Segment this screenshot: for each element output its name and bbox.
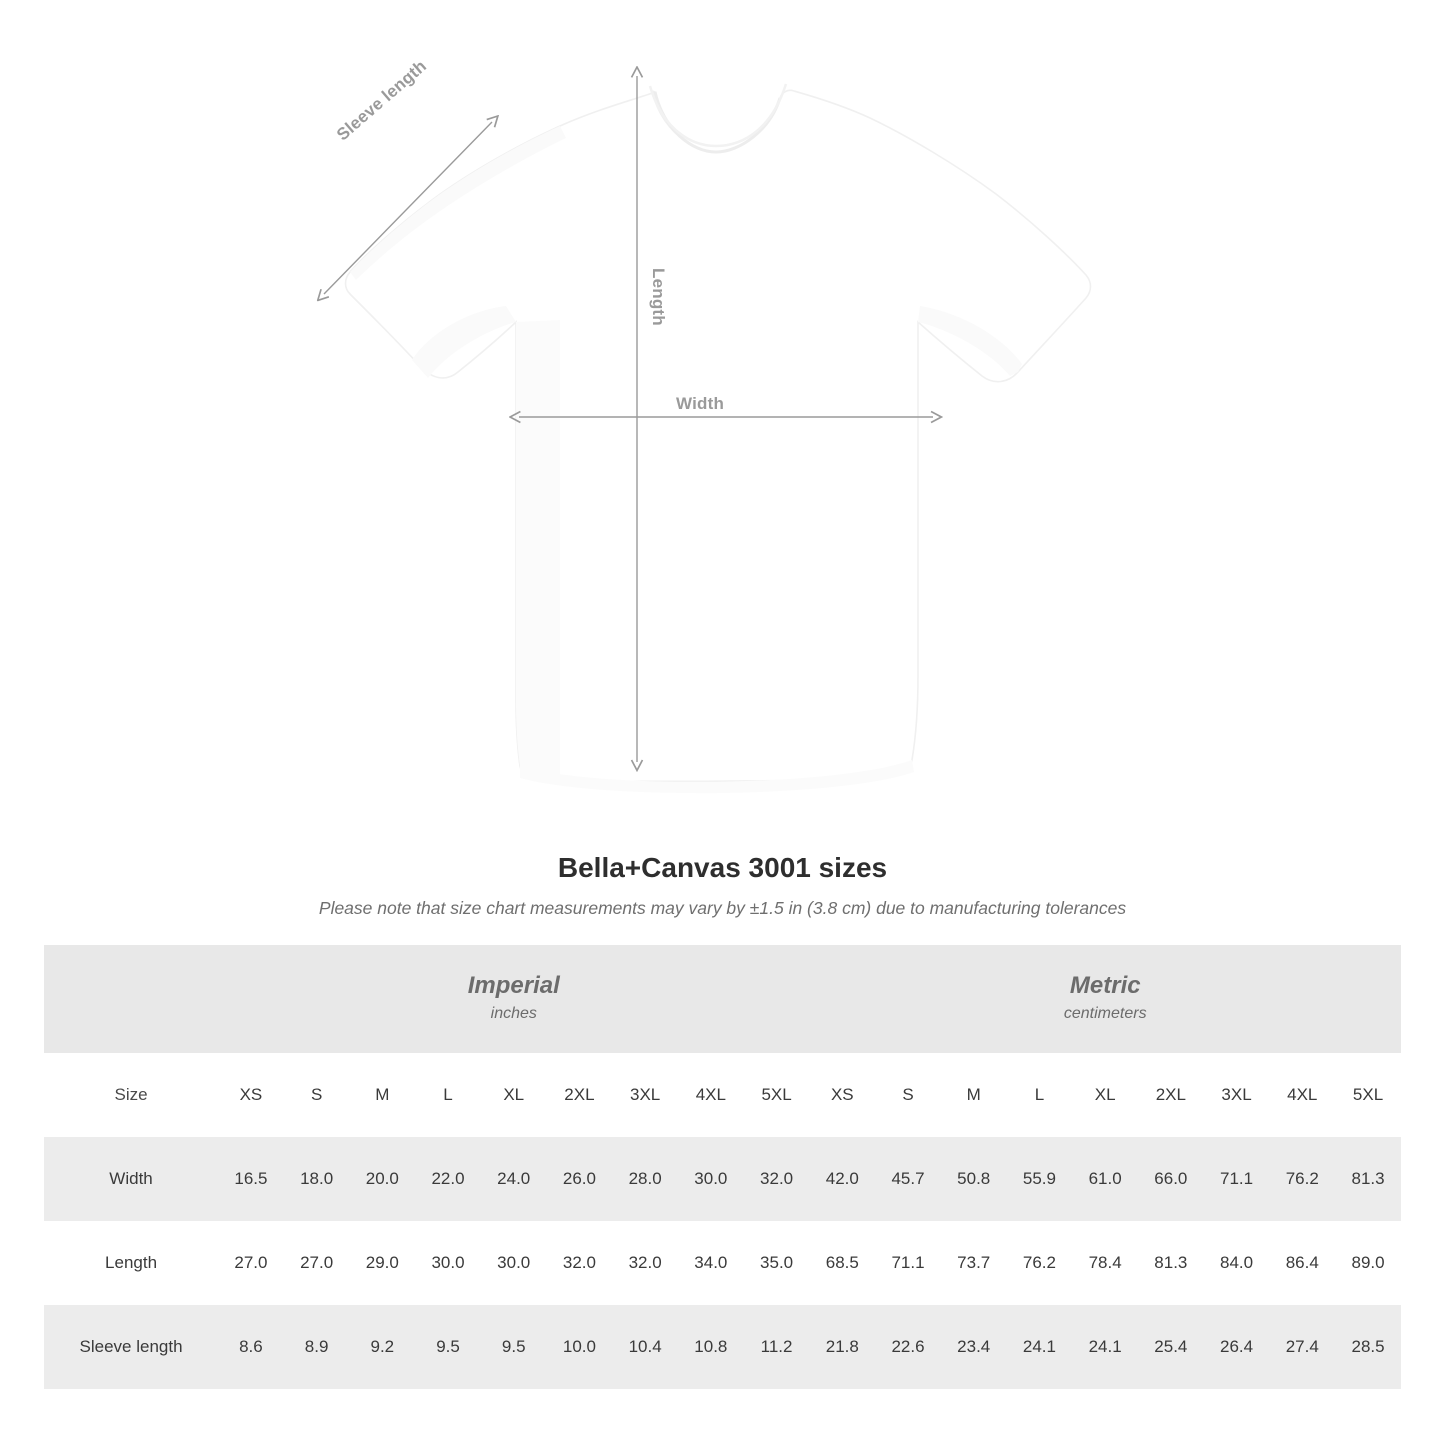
size-header-row <box>44 1053 1401 1137</box>
cell-length-imperial-m: 29.0 <box>349 1221 415 1305</box>
cell-length-metric-s: 71.1 <box>875 1221 941 1305</box>
cell-sleeve-metric-l: 24.1 <box>1007 1305 1073 1389</box>
cell-length-imperial-s: 27.0 <box>284 1221 350 1305</box>
col-header-imperial-l: L <box>415 1053 481 1137</box>
cell-width-imperial-xs: 16.5 <box>218 1137 284 1221</box>
row-header-size: Size <box>44 1053 218 1137</box>
row-label-sleeve-length: Sleeve length <box>44 1305 218 1389</box>
sleeve-length-dimension-label: Sleeve length <box>333 56 431 145</box>
cell-width-metric-s: 45.7 <box>875 1137 941 1221</box>
col-header-imperial-2xl: 2XL <box>547 1053 613 1137</box>
cell-length-metric-5xl: 89.0 <box>1335 1221 1401 1305</box>
row-label-length: Length <box>44 1221 218 1305</box>
cell-length-metric-xl: 78.4 <box>1072 1221 1138 1305</box>
cell-length-imperial-xl: 30.0 <box>481 1221 547 1305</box>
cell-length-metric-3xl: 84.0 <box>1204 1221 1270 1305</box>
cell-width-metric-m: 50.8 <box>941 1137 1007 1221</box>
col-header-metric-m: M <box>941 1053 1007 1137</box>
cell-length-metric-m: 73.7 <box>941 1221 1007 1305</box>
cell-length-metric-xs: 68.5 <box>809 1221 875 1305</box>
cell-sleeve-metric-xs: 21.8 <box>809 1305 875 1389</box>
col-header-metric-5xl: 5XL <box>1335 1053 1401 1137</box>
cell-width-imperial-m: 20.0 <box>349 1137 415 1221</box>
table-row-width <box>44 1137 1401 1221</box>
page-title: Bella+Canvas 3001 sizes <box>557 852 888 883</box>
col-header-imperial-xl: XL <box>481 1053 547 1137</box>
cell-width-metric-l: 55.9 <box>1007 1137 1073 1221</box>
cell-sleeve-metric-3xl: 26.4 <box>1204 1305 1270 1389</box>
table-row-sleeve-length <box>44 1305 1401 1389</box>
col-header-imperial-5xl: 5XL <box>744 1053 810 1137</box>
cell-sleeve-metric-2xl: 25.4 <box>1138 1305 1204 1389</box>
col-header-imperial-3xl: 3XL <box>612 1053 678 1137</box>
col-header-metric-s: S <box>875 1053 941 1137</box>
cell-width-imperial-xl: 24.0 <box>481 1137 547 1221</box>
cell-width-metric-4xl: 76.2 <box>1269 1137 1335 1221</box>
cell-width-imperial-s: 18.0 <box>284 1137 350 1221</box>
tolerance-note: Please note that size chart measurements may vary by ±1.5 in (3.8 cm) due to manufacturing tolerances <box>318 898 1127 918</box>
cell-length-imperial-l: 30.0 <box>415 1221 481 1305</box>
metric-unit-label: centimeters <box>1063 1005 1147 1023</box>
col-header-imperial-s: S <box>284 1053 350 1137</box>
size-table-wrapper <box>44 945 1401 1389</box>
cell-sleeve-imperial-xs: 8.6 <box>218 1305 284 1389</box>
cell-length-metric-l: 76.2 <box>1007 1221 1073 1305</box>
col-header-imperial-m: M <box>349 1053 415 1137</box>
cell-sleeve-metric-m: 23.4 <box>941 1305 1007 1389</box>
cell-sleeve-metric-xl: 24.1 <box>1072 1305 1138 1389</box>
table-row-length <box>44 1221 1401 1305</box>
length-dimension-label: Length <box>649 268 668 326</box>
imperial-unit-label: inches <box>490 1005 537 1023</box>
cell-width-metric-3xl: 71.1 <box>1204 1137 1270 1221</box>
cell-length-imperial-2xl: 32.0 <box>547 1221 613 1305</box>
cell-width-imperial-2xl: 26.0 <box>547 1137 613 1221</box>
cell-length-imperial-4xl: 34.0 <box>678 1221 744 1305</box>
col-header-metric-4xl: 4XL <box>1269 1053 1335 1137</box>
cell-length-imperial-xs: 27.0 <box>218 1221 284 1305</box>
col-header-imperial-xs: XS <box>218 1053 284 1137</box>
cell-length-metric-4xl: 86.4 <box>1269 1221 1335 1305</box>
cell-sleeve-metric-s: 22.6 <box>875 1305 941 1389</box>
width-dimension-label: Width <box>676 394 725 413</box>
tshirt-shape <box>346 84 1091 793</box>
cell-width-metric-xl: 61.0 <box>1072 1137 1138 1221</box>
col-header-metric-l: L <box>1007 1053 1073 1137</box>
size-table <box>44 945 1401 1389</box>
cell-sleeve-imperial-l: 9.5 <box>415 1305 481 1389</box>
cell-width-imperial-4xl: 30.0 <box>678 1137 744 1221</box>
cell-width-imperial-5xl: 32.0 <box>744 1137 810 1221</box>
cell-sleeve-metric-4xl: 27.4 <box>1269 1305 1335 1389</box>
col-header-imperial-4xl: 4XL <box>678 1053 744 1137</box>
unit-spacer-cell <box>44 945 218 1053</box>
unit-system-row <box>44 945 1401 1053</box>
col-header-metric-3xl: 3XL <box>1204 1053 1270 1137</box>
cell-width-metric-5xl: 81.3 <box>1335 1137 1401 1221</box>
cell-sleeve-metric-5xl: 28.5 <box>1335 1305 1401 1389</box>
col-header-metric-xl: XL <box>1072 1053 1138 1137</box>
row-label-width: Width <box>44 1137 218 1221</box>
chart-header <box>0 852 1445 919</box>
col-header-metric-xs: XS <box>809 1053 875 1137</box>
cell-width-imperial-3xl: 28.0 <box>612 1137 678 1221</box>
col-header-metric-2xl: 2XL <box>1138 1053 1204 1137</box>
cell-sleeve-imperial-4xl: 10.8 <box>678 1305 744 1389</box>
metric-group-header <box>809 945 1401 1053</box>
cell-sleeve-imperial-5xl: 11.2 <box>744 1305 810 1389</box>
cell-sleeve-imperial-3xl: 10.4 <box>612 1305 678 1389</box>
imperial-system-label: Imperial <box>467 972 560 1000</box>
imperial-group-header <box>218 945 809 1053</box>
cell-width-imperial-l: 22.0 <box>415 1137 481 1221</box>
cell-width-metric-xs: 42.0 <box>809 1137 875 1221</box>
cell-sleeve-imperial-xl: 9.5 <box>481 1305 547 1389</box>
cell-length-metric-2xl: 81.3 <box>1138 1221 1204 1305</box>
cell-sleeve-imperial-m: 9.2 <box>349 1305 415 1389</box>
cell-width-metric-2xl: 66.0 <box>1138 1137 1204 1221</box>
cell-sleeve-imperial-2xl: 10.0 <box>547 1305 613 1389</box>
cell-sleeve-imperial-s: 8.9 <box>284 1305 350 1389</box>
metric-system-label: Metric <box>1069 972 1141 1000</box>
cell-length-imperial-5xl: 35.0 <box>744 1221 810 1305</box>
cell-length-imperial-3xl: 32.0 <box>612 1221 678 1305</box>
